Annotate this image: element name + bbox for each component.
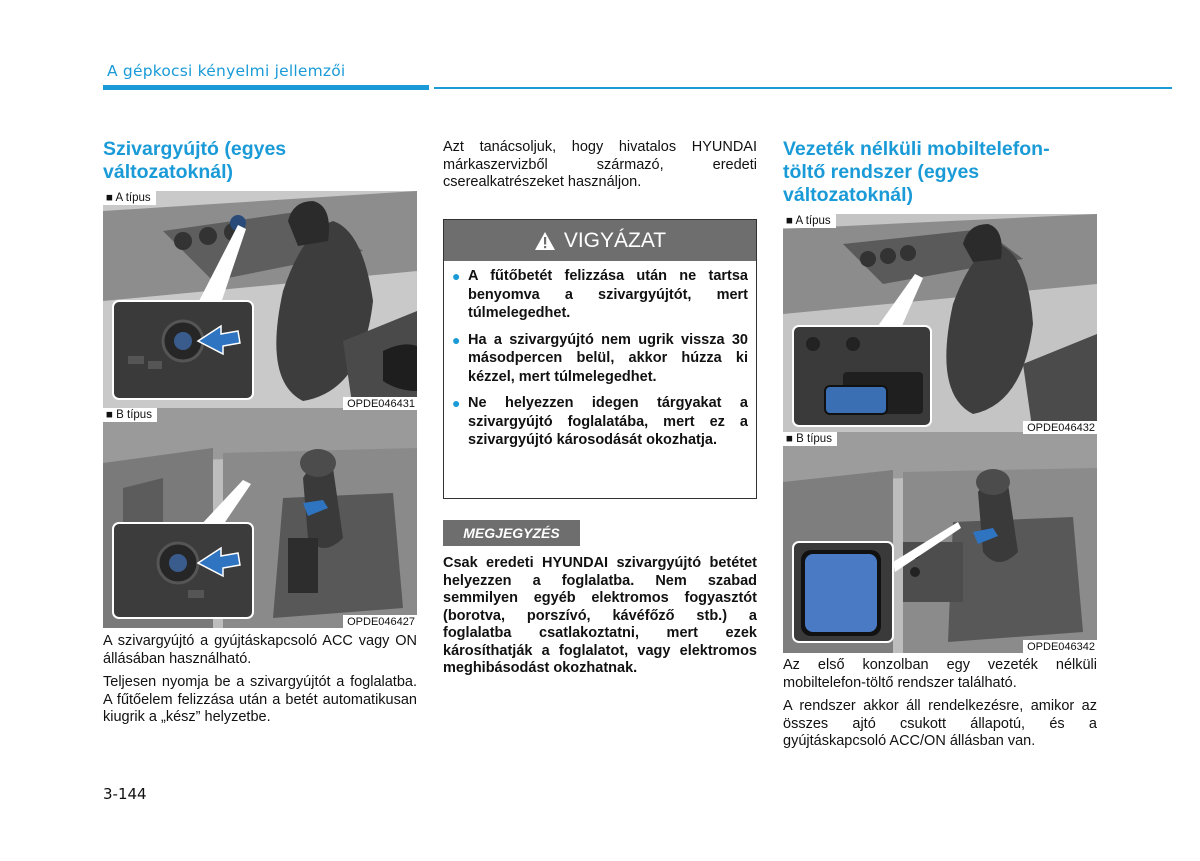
header-bar-thin (434, 87, 1172, 89)
right-column (783, 138, 1083, 207)
charger-availability-paragraph: A rendszer akkor áll rendelkezésre, amikor az összes ajtó csukott állapotú, és a gyújtáskapcsoló ACC/ON állásban van. (783, 698, 1097, 749)
caution-header (444, 220, 756, 261)
charger-type-a-illustration (783, 214, 1097, 434)
figure-code: OPDE046342 (1023, 640, 1097, 653)
figure-type-label: ■ A típus (783, 214, 836, 228)
lighter-insert-paragraph: Teljesen nyomja be a szivargyújtót a foglalatba. A fűtőelem felizzása után a betét automatikusan kiugrik a „kész” helyzetbe. (103, 674, 417, 725)
caution-item (452, 331, 748, 387)
figure-lighter-type-a (103, 191, 417, 410)
cigarette-lighter-heading: Szivargyújtó (egyes változatoknál) (103, 138, 287, 183)
figure-type-label: ■ A típus (103, 191, 156, 205)
bullet-dot-icon: ● (452, 395, 461, 411)
chapter-title: A gépkocsi kényelmi jellemzői (107, 62, 346, 80)
caution-item-text: Ha a szivargyújtó nem ugrik vissza 30 másodpercen belül, akkor húzza ki kézzel, mert túlmelegedhet. (468, 331, 748, 385)
figure-charger-type-b (783, 432, 1097, 653)
caution-list (444, 261, 756, 450)
caution-title: VIGYÁZAT (563, 228, 667, 252)
left-column (103, 138, 403, 184)
bullet-dot-icon: ● (452, 268, 461, 284)
note-label: MEGJEGYZÉS (443, 520, 580, 546)
caution-item (452, 267, 748, 323)
bullet-dot-icon: ● (452, 331, 461, 348)
wireless-charger-heading: Vezeték nélküli mobiltelefon-töltő rendszer (egyes változatoknál) (783, 138, 1050, 206)
caution-item-text: Ne helyezzen idegen tárgyakat a szivargyújtó foglalatába, mert ez a szivargyújtó károsodását okozhatja. (468, 395, 748, 448)
charger-type-b-illustration (783, 432, 1097, 653)
figure-type-label: ■ B típus (103, 408, 157, 422)
header-bar-thick (103, 85, 429, 90)
genuine-parts-paragraph: Azt tanácsoljuk, hogy hivatalos HYUNDAI márkaszervizből származó, eredeti cserealkatrészeket használjon. (443, 139, 757, 190)
figure-code: OPDE046432 (1023, 421, 1097, 434)
charger-location-paragraph: Az első konzolban egy vezeték nélküli mobiltelefon-töltő rendszer található. (783, 657, 1097, 691)
figure-code: OPDE046427 (343, 615, 417, 628)
figure-type-label: ■ B típus (783, 432, 837, 446)
figure-charger-type-a (783, 214, 1097, 434)
lighter-type-a-illustration (103, 191, 417, 410)
figure-lighter-type-b (103, 408, 417, 628)
note-text: Csak eredeti HYUNDAI szivargyújtó betétet helyezzen a foglalatba. Nem szabad semmilyen egyéb elektromos fogyasztót (borotva, porszívó, kávéfőző stb.) a foglalatba csatlakoztatni, mert ezek károsíthatják a foglalatot, vagy elektromos meghibásodást okozhatnak. (443, 555, 757, 676)
figure-code: OPDE046431 (343, 397, 417, 410)
caution-item-text: A fűtőbetét felizzása után ne tartsa benyomva a szivargyújtót, mert túlmelegedhet. (468, 268, 748, 321)
lighter-type-b-illustration (103, 408, 417, 628)
caution-box (443, 219, 757, 499)
page-number: 3-144 (103, 785, 147, 803)
caution-item (452, 394, 748, 450)
warning-triangle-icon (534, 231, 556, 251)
lighter-usage-paragraph: A szivargyújtó a gyújtáskapcsoló ACC vagy ON állásában használható. (103, 633, 417, 667)
